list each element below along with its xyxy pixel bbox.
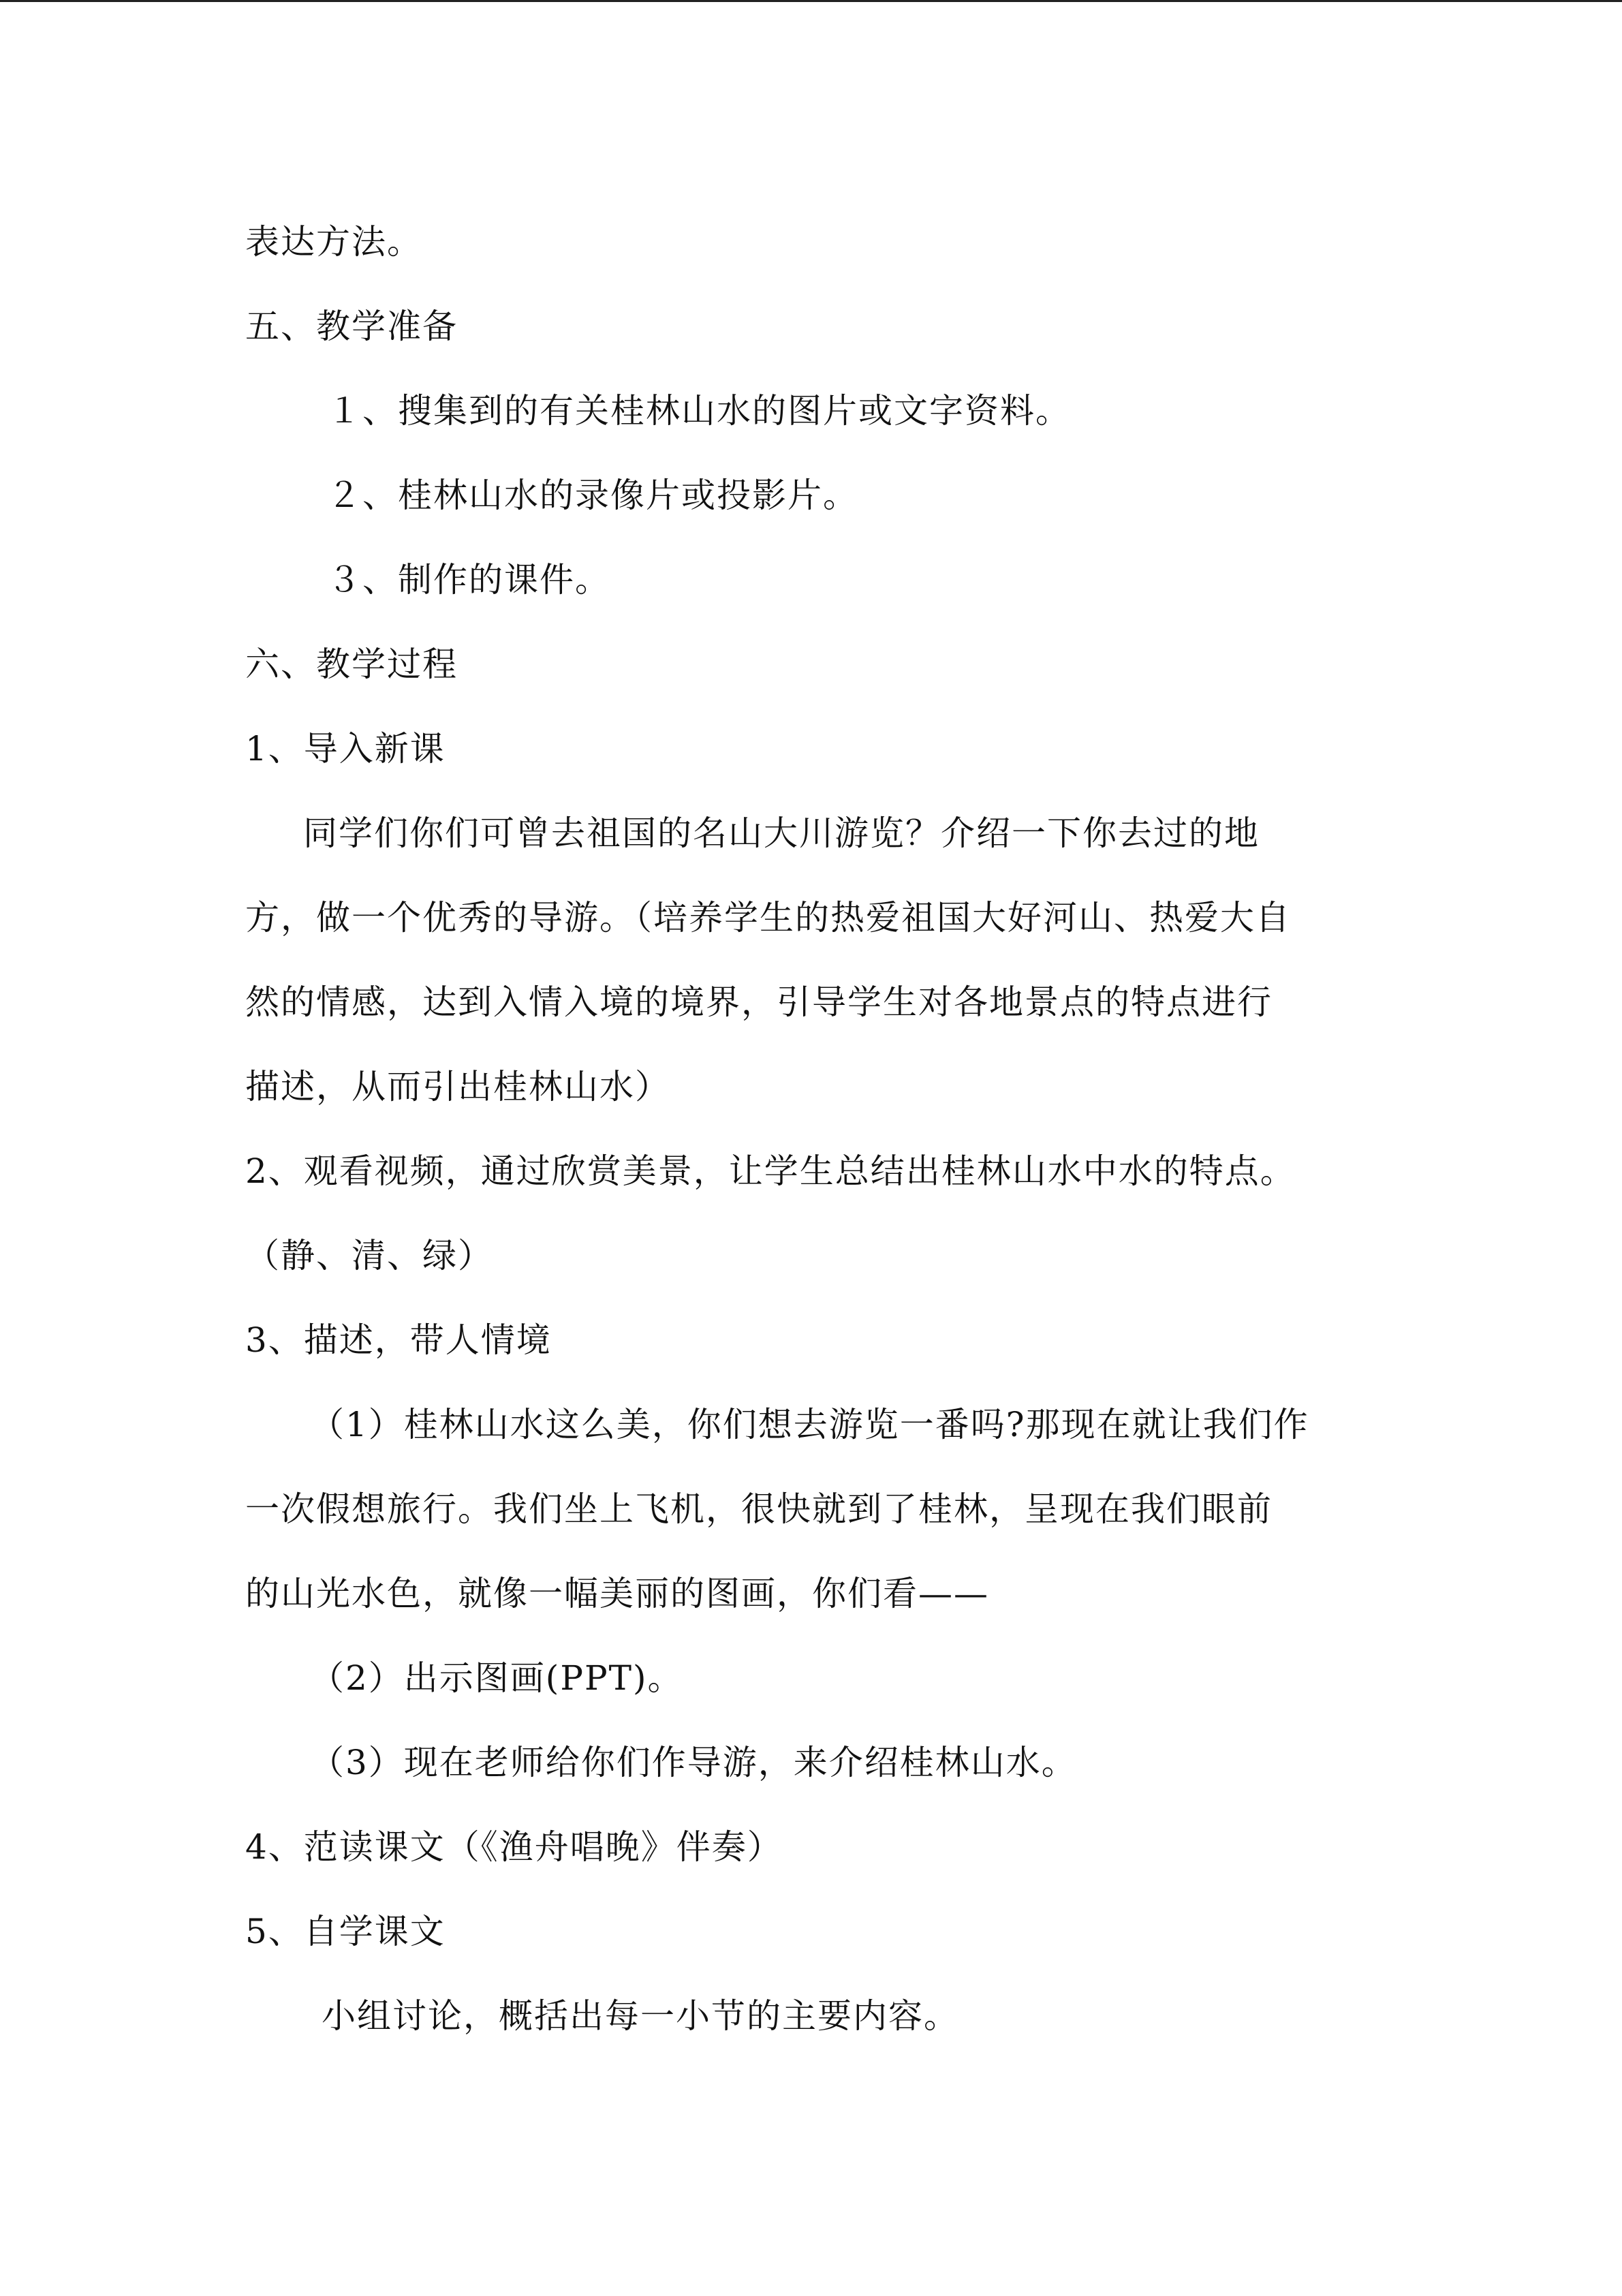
list-item: １、搜集到的有关桂林山水的图片或文字资料。 bbox=[327, 391, 1071, 431]
step-heading: 5、自学课文 bbox=[245, 1912, 446, 1951]
paragraph-line: 描述，从而引出桂林山水） bbox=[245, 1067, 670, 1106]
paragraph-line: 小组讨论，概括出每一小节的主要内容。 bbox=[322, 1996, 959, 2036]
step-heading: 3、描述，带人情境 bbox=[245, 1320, 552, 1360]
paragraph-line: 的山光水色，就像一幅美丽的图画，你们看—— bbox=[245, 1574, 989, 1613]
paragraph-line: （1）桂林山水这么美，你们想去游览一番吗?那现在就让我们作 bbox=[310, 1405, 1309, 1444]
section-heading: 五、教学准备 bbox=[245, 307, 458, 346]
paragraph-line: 方，做一个优秀的导游。（培养学生的热爱祖国大好河山、热爱大自 bbox=[245, 898, 1291, 937]
list-item: ３、制作的课件。 bbox=[327, 560, 610, 600]
step-heading: 1、导入新课 bbox=[245, 729, 446, 769]
paragraph-line: （3）现在老师给你们作导游，来介绍桂林山水。 bbox=[310, 1743, 1077, 1782]
text-line: 表达方法。 bbox=[245, 222, 422, 262]
step-heading: 4、范读课文（《渔舟唱晚》伴奏） bbox=[245, 1827, 783, 1867]
paragraph-line: 然的情感，达到入情入境的境界，引导学生对各地景点的特点进行 bbox=[245, 982, 1273, 1022]
step-heading: 2、观看视频，通过欣赏美景，让学生总结出桂林山水中水的特点。 bbox=[245, 1151, 1296, 1191]
paragraph-line: 一次假想旅行。我们坐上飞机，很快就到了桂林，呈现在我们眼前 bbox=[245, 1489, 1273, 1529]
list-item: ２、桂林山水的录像片或投影片。 bbox=[327, 476, 858, 515]
paragraph-line: （静、清、绿） bbox=[245, 1236, 493, 1275]
paragraph-line: 同学们你们可曾去祖国的名山大川游览？介绍一下你去过的地 bbox=[303, 813, 1260, 853]
paragraph-line: （2）出示图画(PPT)。 bbox=[310, 1658, 683, 1698]
section-heading: 六、教学过程 bbox=[245, 645, 458, 684]
